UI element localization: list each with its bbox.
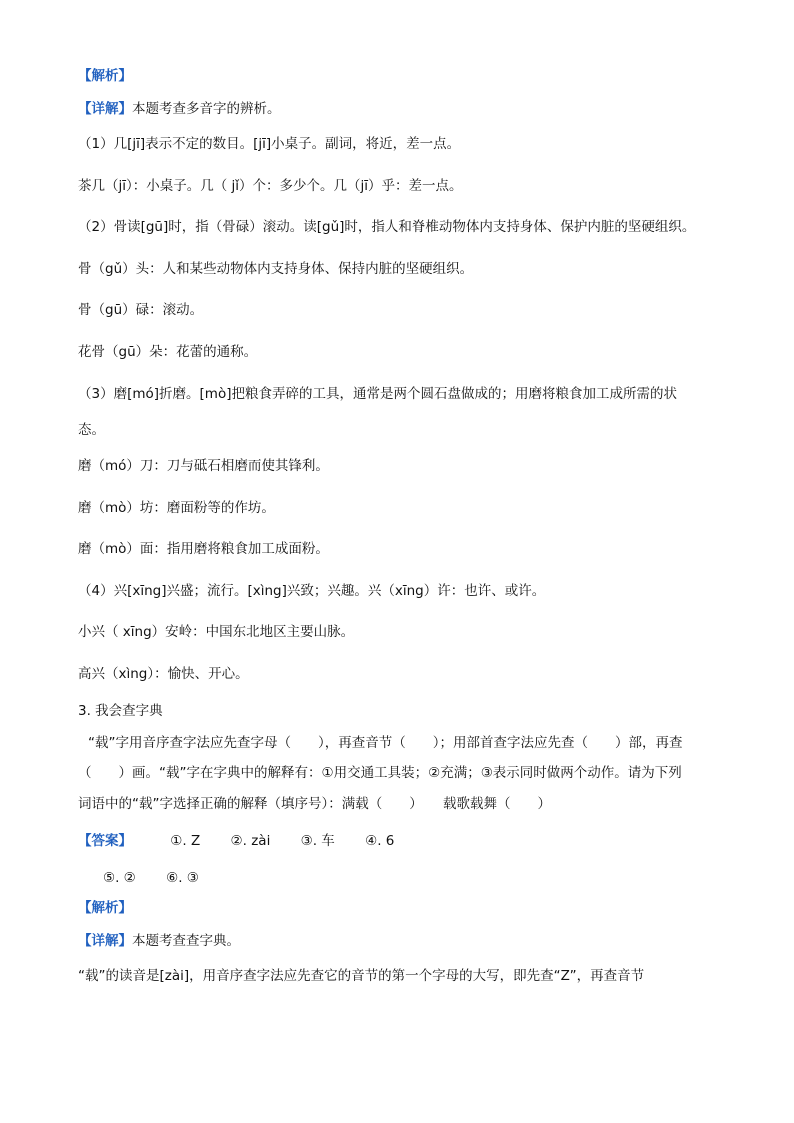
answer-item: ④. 6 — [365, 833, 395, 849]
text-line: （4）兴[xīng]兴盛；流行。[xìng]兴致；兴趣。兴（xīng）许：也许、或许。 — [78, 583, 546, 599]
answer-item: ⑥. ③ — [166, 870, 199, 886]
text-line: 骨（gū）碌：滚动。 — [78, 302, 204, 318]
answer-row — [78, 831, 420, 851]
detail-line — [78, 931, 240, 951]
answer-item: ①. Z — [170, 833, 201, 849]
text-line: 骨（gǔ）头：人和某些动物体内支持身体、保持内脏的坚硬组织。 — [78, 261, 474, 277]
answer-item: ⑤. ② — [103, 870, 136, 886]
text-line: 磨（mò）坊：磨面粉等的作坊。 — [78, 500, 275, 516]
answer-item: ③. 车 — [300, 833, 335, 849]
text-line: （2）骨读[gū]时，指（骨碌）滚动。读[gǔ]时，指人和脊椎动物体内支持身体、保护内脏的坚硬组织。 — [78, 219, 696, 235]
analysis-label: 【解析】 — [78, 68, 132, 84]
answer-row — [103, 868, 225, 888]
detail-text: 本题考查查字典。 — [132, 933, 240, 949]
question-line: “载”字用音序查字法应先查字母（ ），再查音节（ ）；用部首查字法应先查（ ）部，再查 — [88, 735, 683, 751]
text-line: （3）磨[mó]折磨。[mò]把粮食弄碎的工具，通常是两个圆石盘做成的；用磨将粮食加工成所需的状 — [78, 386, 677, 402]
analysis-label: 【解析】 — [78, 900, 132, 916]
text-line: （1）几[jī]表示不定的数目。[jī]小桌子。副词，将近，差一点。 — [78, 136, 461, 152]
question-title: 3. 我会查字典 — [78, 703, 163, 719]
text-line: “载”的读音是[zài]，用音序查字法应先查它的音节的第一个字母的大写，即先查“Z”，再查音节 — [78, 968, 645, 984]
text-line: 态。 — [78, 422, 105, 438]
question-line: （ ）画。“载”字在字典中的解释有：①用交通工具装；②充满；③表示同时做两个动作。请为下列 — [78, 765, 682, 781]
text-line: 磨（mò）面：指用磨将粮食加工成面粉。 — [78, 541, 329, 557]
text-line: 小兴（ xīng）安岭：中国东北地区主要山脉。 — [78, 624, 355, 640]
detail-text: 本题考查多音字的辨析。 — [132, 101, 281, 117]
text-line: 高兴（xìng）：愉快、开心。 — [78, 666, 249, 682]
detail-label: 【详解】 — [78, 933, 132, 949]
detail-label: 【详解】 — [78, 101, 132, 117]
text-line: 茶几（jī）：小桌子。几（ jǐ）个：多少个。几（jī）乎：差一点。 — [78, 178, 463, 194]
text-line: 花骨（gū）朵：花蕾的通称。 — [78, 344, 258, 360]
question-line: 词语中的“载”字选择正确的解释（填序号）：满载（ ） 载歌载舞（ ） — [78, 796, 551, 812]
text-line: 磨（mó）刀：刀与砥石相磨而使其锋利。 — [78, 458, 329, 474]
answer-item: ②. zài — [230, 833, 271, 849]
detail-line — [78, 99, 281, 119]
answer-label: 【答案】 — [78, 833, 132, 849]
